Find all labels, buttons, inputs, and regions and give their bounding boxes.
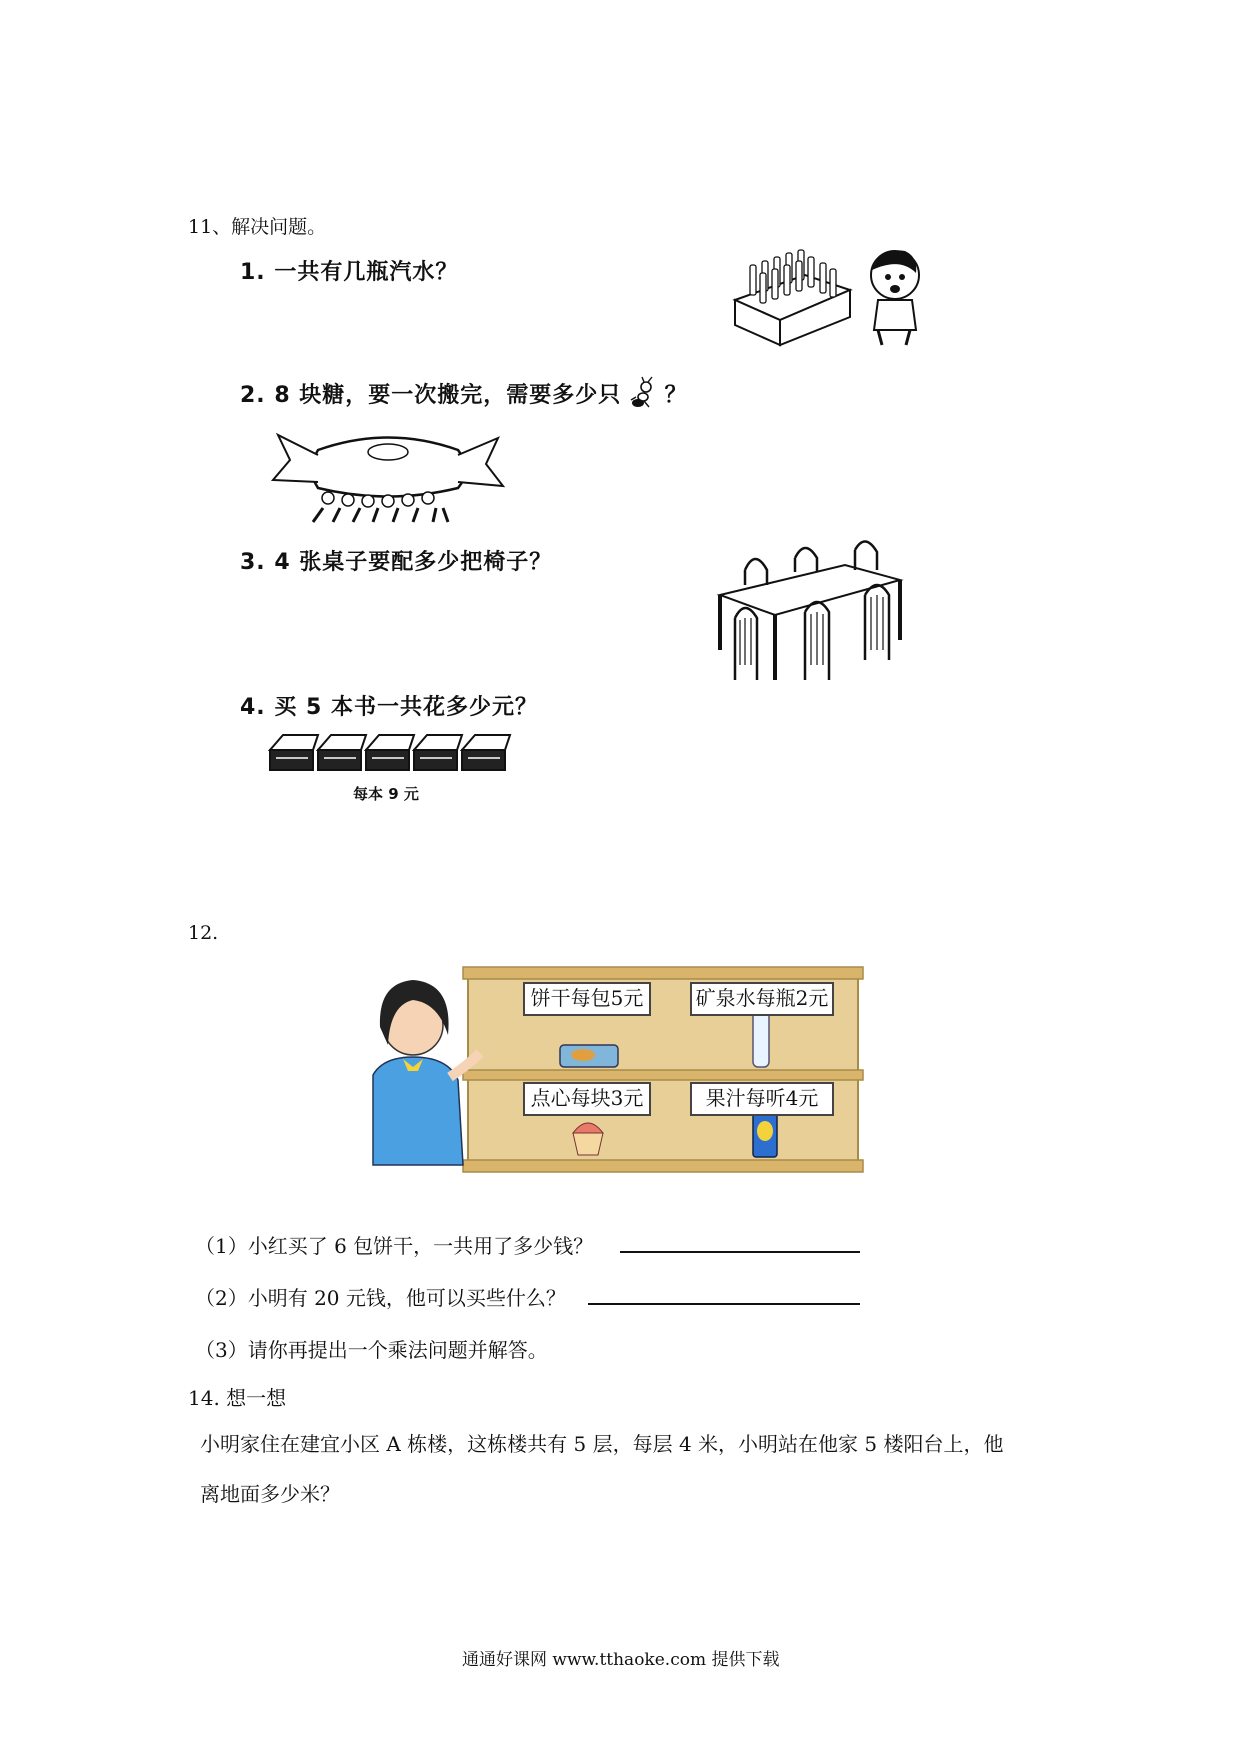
table-chairs-illustration (705, 540, 905, 690)
q14-text-line-2: 离地面多少米？ (200, 1482, 340, 1506)
q11-item-2-qmark: ？ (664, 383, 688, 408)
q11-item-3: 3. 4 张桌子要配多少把椅子？ (240, 550, 553, 575)
sign-water: 矿泉水每瓶2元 (690, 982, 834, 1016)
q11-title: 11、解决问题。 (188, 216, 327, 238)
footer-source: 通通好课网 www.tthaoke.com 提供下载 (462, 1650, 780, 1670)
q11-item-2 (240, 378, 688, 409)
q12-question-1: （1）小红买了 6 包饼干，一共用了多少钱？ (195, 1234, 594, 1258)
q12-answer-line-1[interactable] (620, 1251, 860, 1253)
sign-juice: 果汁每听4元 (690, 1082, 834, 1116)
sign-snack: 点心每块3元 (523, 1082, 651, 1116)
sign-biscuit: 饼干每包5元 (523, 982, 651, 1016)
q11-item-1: 1. 一共有几瓶汽水？ (240, 260, 459, 285)
q14-text-line-1: 小明家住在建宜小区 A 栋楼，这栋楼共有 5 层，每层 4 米，小明站在他家 5 楼阳台上，他 (200, 1432, 1004, 1456)
q14-title: 14. 想一想 (188, 1386, 287, 1410)
q12-number: 12. (188, 922, 219, 944)
book-price-caption: 每本 9 元 (353, 785, 419, 803)
q12-question-3: （3）请你再提出一个乘法问题并解答。 (195, 1338, 548, 1362)
q12-answer-line-2[interactable] (588, 1303, 860, 1305)
q12-question-2: （2）小明有 20 元钱，他可以买些什么？ (195, 1286, 566, 1310)
books-illustration (268, 730, 513, 778)
q11-item-2-text: 2. 8 块糖，要一次搬完，需要多少只 (240, 383, 622, 408)
soda-crate-illustration (730, 245, 930, 350)
ant-icon (630, 380, 656, 408)
candy-ants-illustration (268, 420, 508, 525)
q11-item-4: 4. 买 5 本书一共花多少元？ (240, 695, 538, 720)
